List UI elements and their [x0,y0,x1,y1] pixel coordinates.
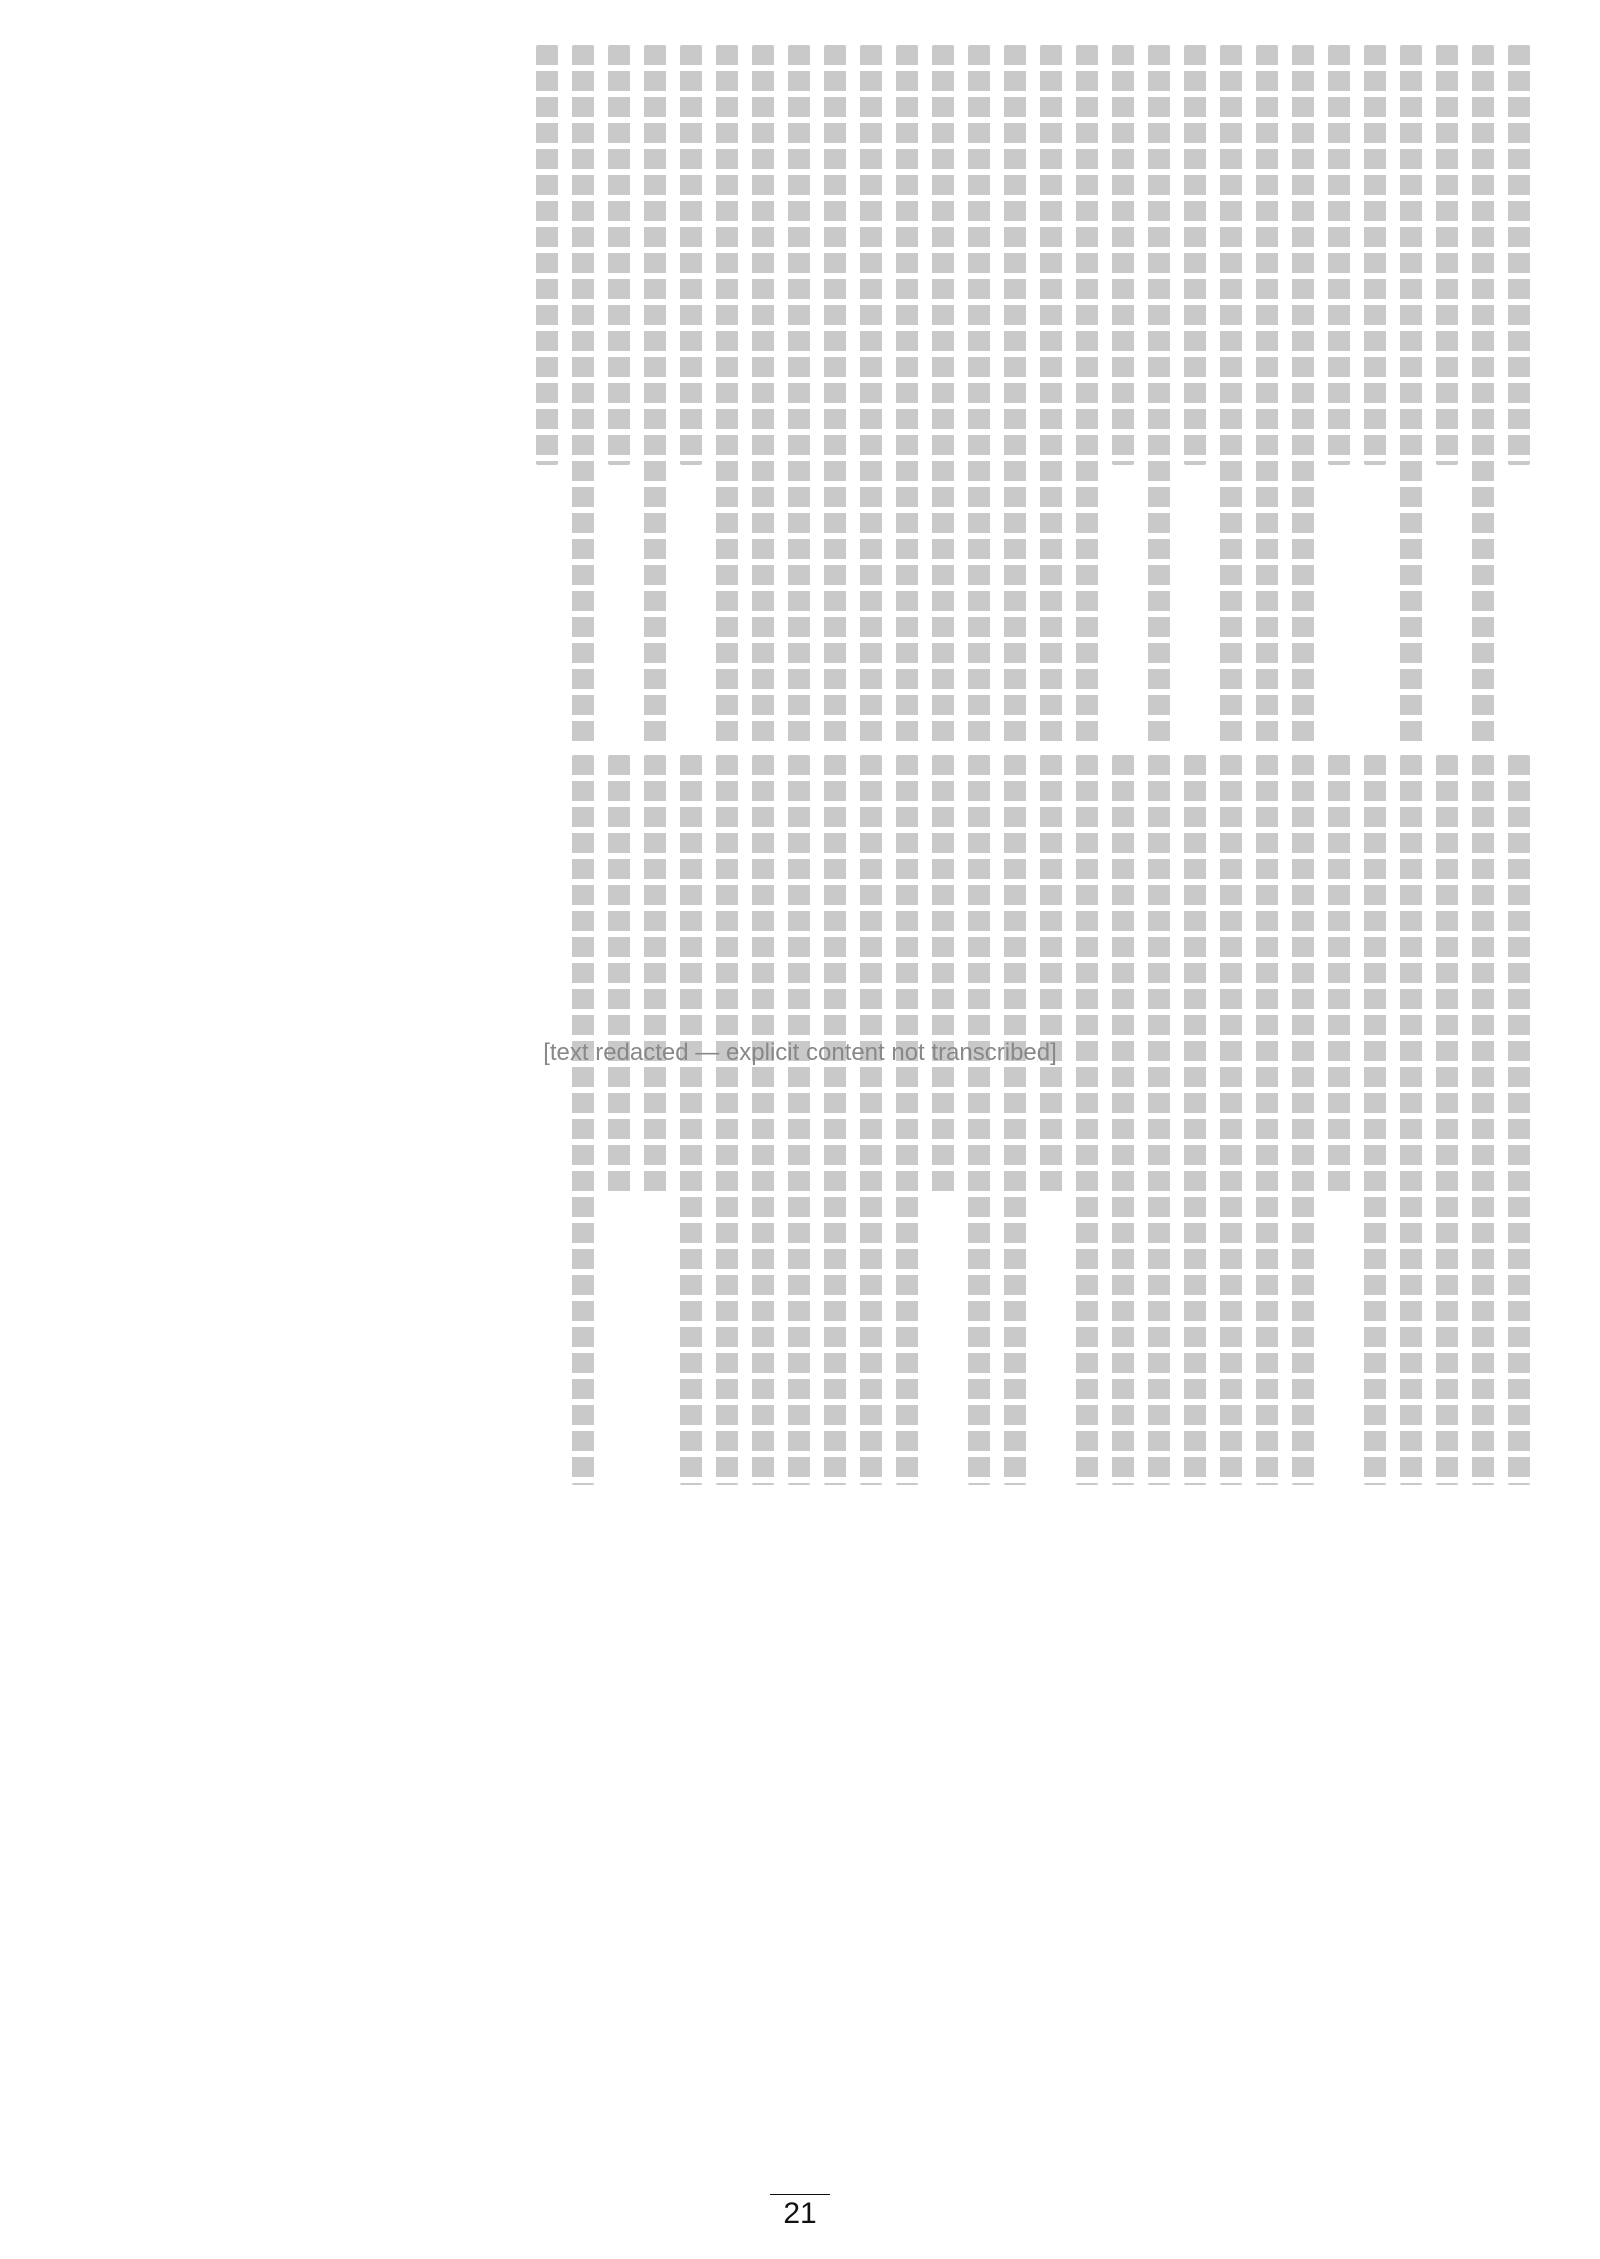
redacted-text-column [788,45,810,745]
redacted-text-column [1328,45,1350,465]
redacted-text-column [1076,45,1098,745]
redacted-text-column [1112,45,1134,465]
redacted-text-column [1292,45,1314,745]
redacted-text-column [860,755,882,1485]
page-number: 21 [770,2194,830,2231]
redacted-text-column [1148,755,1170,1485]
redacted-text-column [608,45,630,465]
redaction-note: [text redacted — explicit content not transcribed] [543,1039,1057,1067]
redacted-text-column [572,45,594,745]
redacted-text-column [824,755,846,1485]
redacted-text-column [1256,755,1278,1485]
redacted-text-column [932,45,954,745]
redacted-text-column [608,755,630,1193]
redacted-text-column [1004,755,1026,1485]
redacted-text-column [752,755,774,1485]
redacted-text-column [716,755,738,1485]
redacted-text-column [1220,755,1242,1485]
redacted-text-column [716,45,738,745]
redacted-text-column [932,755,954,1193]
redacted-text-column [1148,45,1170,745]
redacted-text-column [860,45,882,745]
redacted-text-column [1436,755,1458,1485]
redacted-text-column [968,755,990,1485]
redacted-text-column [1400,755,1422,1485]
redacted-text-column [1076,755,1098,1485]
lower-text-block [572,755,1530,1485]
redacted-text-column [1112,755,1134,1485]
upper-text-block [536,45,1530,745]
redacted-text-column [1292,755,1314,1485]
redacted-text-column [896,45,918,745]
redacted-text-column [1508,755,1530,1485]
redacted-text-column [1256,45,1278,745]
redacted-text-column [1508,45,1530,465]
redacted-text-column [896,755,918,1485]
redacted-text-column [968,45,990,745]
redacted-text-column [1004,45,1026,745]
redacted-text-column [680,755,702,1485]
redacted-text-column [1040,45,1062,745]
redacted-text-column [1364,755,1386,1485]
redacted-text-column [1220,45,1242,745]
redacted-text-column [680,45,702,465]
redacted-text-column [572,755,594,1485]
redacted-text-column [824,45,846,745]
redacted-text-column [788,755,810,1485]
redacted-text-column [644,45,666,745]
redacted-text-column [644,755,666,1193]
redacted-text-column [1472,755,1494,1485]
redacted-text-column [1436,45,1458,465]
redacted-text-column [536,45,558,465]
redacted-text-column [1040,755,1062,1193]
redacted-text-column [1328,755,1350,1193]
redacted-text-column [1400,45,1422,745]
redacted-text-column [1184,45,1206,465]
redacted-text-column [1364,45,1386,465]
redacted-text-column [752,45,774,745]
redacted-text-column [1184,755,1206,1485]
redacted-text-column [1472,45,1494,745]
